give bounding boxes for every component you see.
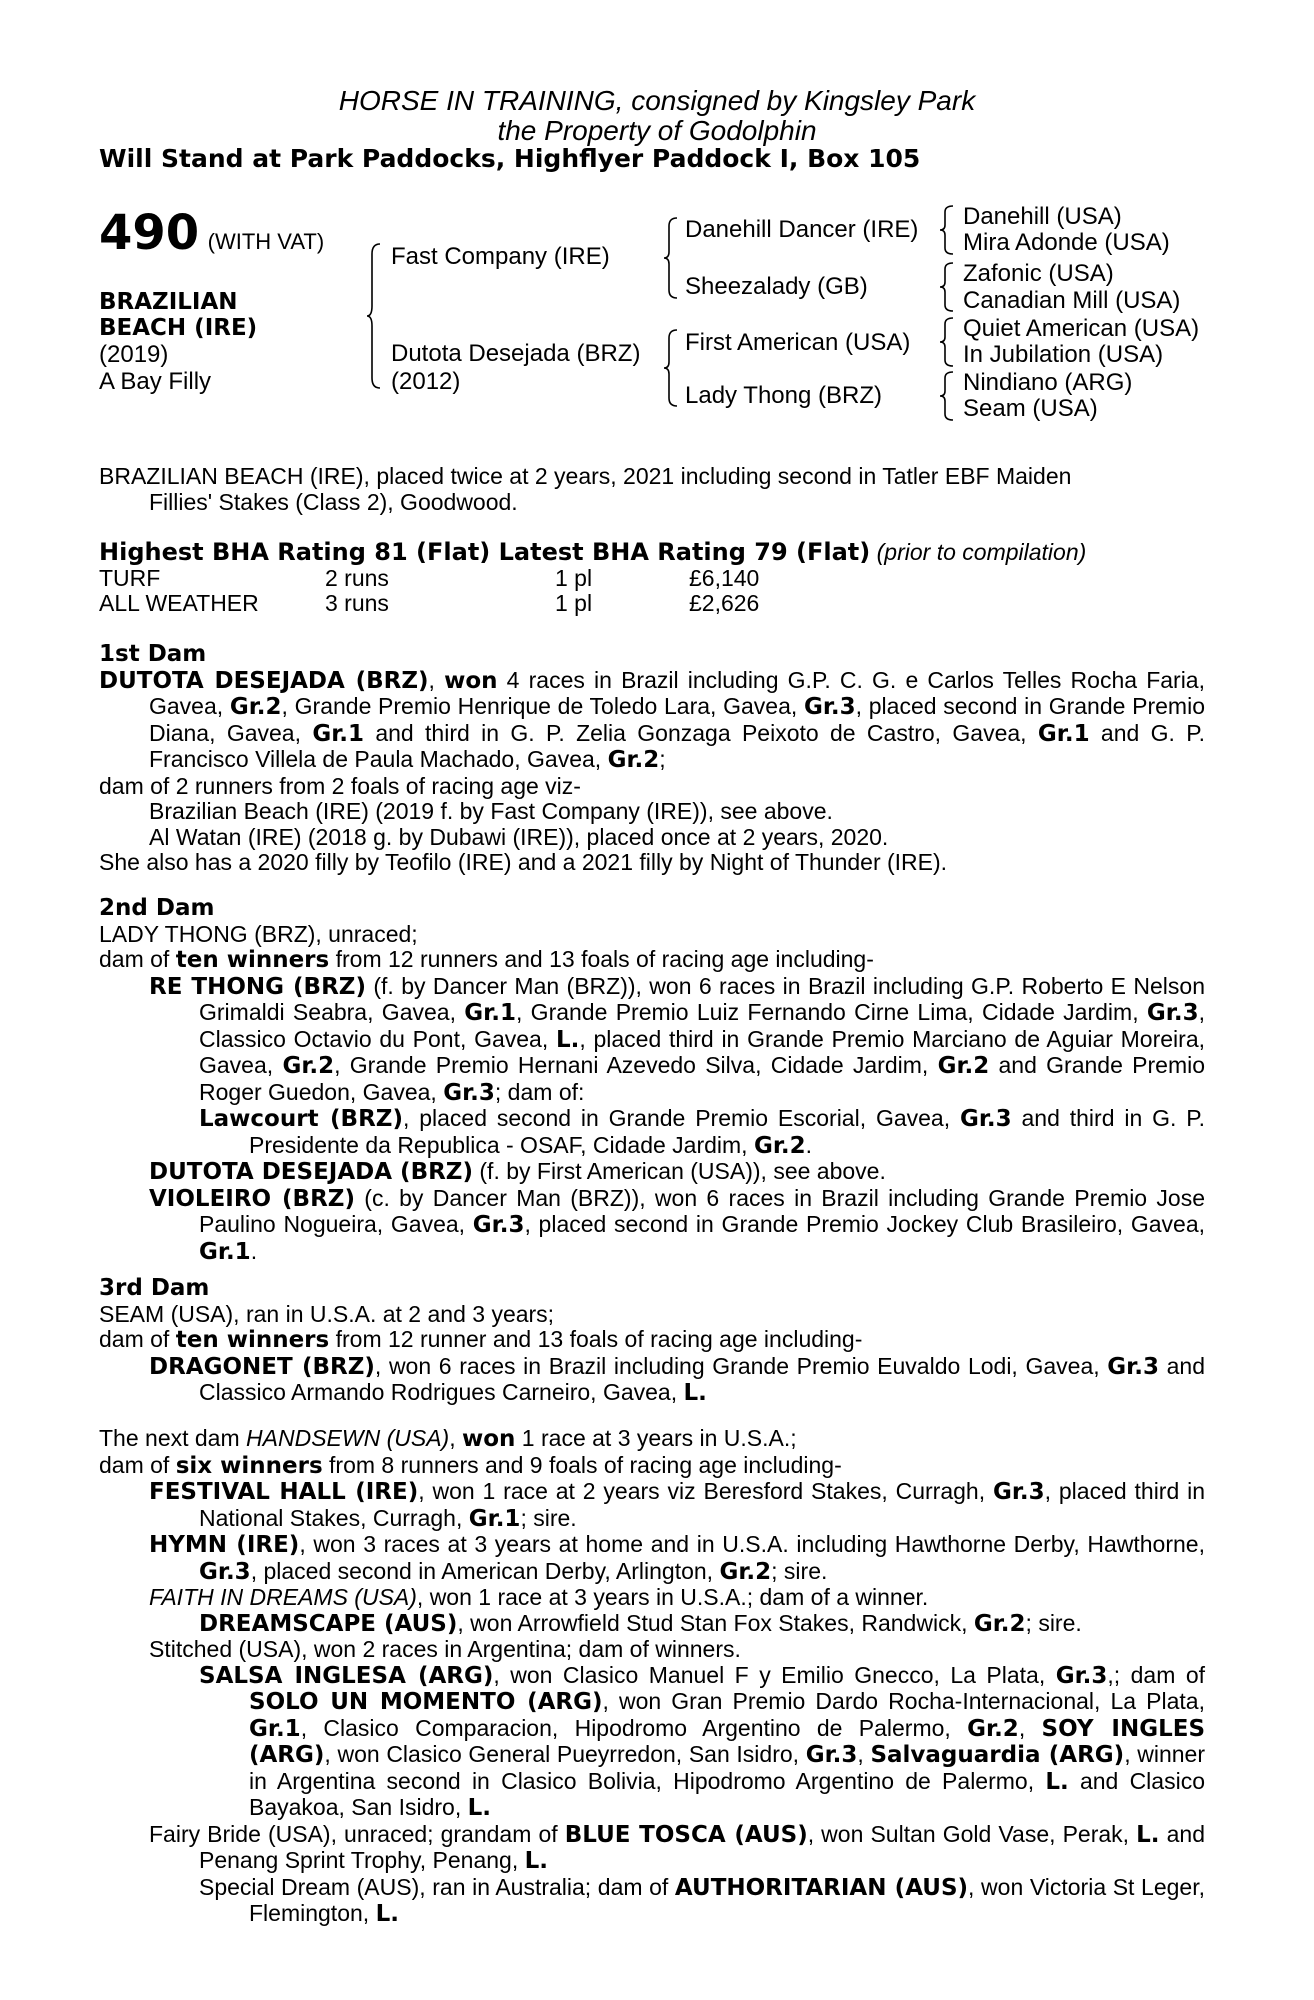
dam-line xyxy=(99,1426,1205,1453)
summary-line2: Fillies' Stakes (Class 2), Goodwood. xyxy=(149,488,518,515)
text: , won Victoria St Leger, Flemington, xyxy=(249,1873,1205,1926)
grade: L. xyxy=(683,1380,707,1406)
consignor-line: HORSE IN TRAINING, consigned by Kingsley Park xyxy=(338,85,976,116)
horse-name: SOLO UN MOMENTO (ARG) xyxy=(249,1689,603,1715)
text: and Clasico Bayakoa, San Isidro, xyxy=(249,1767,1205,1820)
summary-line1: BRAZILIAN BEACH (IRE), placed twice at 2 years, 2021 including second in Tatler EBF Maiden xyxy=(99,463,1072,489)
horse-name: VIOLEIRO (BRZ) xyxy=(149,1185,355,1212)
grade: Gr.3 xyxy=(805,1742,858,1768)
horse-name: HANDSEWN (USA) xyxy=(246,1425,450,1451)
dam-dam: Lady Thong (BRZ) xyxy=(685,382,882,409)
text: , placed second in Grande Premio Escorial, Gavea, xyxy=(402,1105,960,1131)
grade: Gr.3 xyxy=(1055,1662,1108,1689)
grade: Gr.3 xyxy=(959,1106,1012,1132)
progeny-entry xyxy=(99,1611,1205,1638)
text: (f. by First American (USA)), see above. xyxy=(473,1158,886,1184)
dam-year: (2012) xyxy=(391,368,461,395)
progeny-entry xyxy=(99,1186,1205,1266)
lot-number: 490 xyxy=(99,205,200,261)
gg-6: In Jubilation (USA) xyxy=(963,341,1164,368)
text: , winner in Argentina second in Clasico Bolivia, Hipodromo Argentino de Palermo, xyxy=(249,1741,1206,1794)
horse-name: SOY INGLES (ARG) xyxy=(249,1715,1206,1768)
grade: Gr.2 xyxy=(229,694,282,720)
text: , won Arrowfield Stud Stan Fox Stakes, Randwick, xyxy=(457,1609,974,1636)
gg-2: Mira Adonde (USA) xyxy=(963,229,1170,256)
dam-line: SEAM (USA), ran in U.S.A. at 2 and 3 years; xyxy=(99,1300,555,1327)
horse-description: A Bay Filly xyxy=(99,368,212,395)
text: and Grande Premio Roger Guedon, Gavea, xyxy=(199,1052,1206,1105)
text: , xyxy=(449,1425,462,1451)
horse-name: FESTIVAL HALL (IRE) xyxy=(149,1479,419,1505)
vat-label: (WITH VAT) xyxy=(207,229,325,254)
text: ; sire. xyxy=(771,1557,828,1584)
grade: Gr.2 xyxy=(719,1558,772,1585)
first-dam-section xyxy=(99,642,1205,876)
grade: L. xyxy=(467,1795,492,1821)
text: , won 1 race at 2 years viz Beresford Stakes, Curragh, xyxy=(418,1478,993,1504)
second-dam-section xyxy=(99,896,1205,1265)
ratings-block xyxy=(99,540,1205,617)
won-label: won xyxy=(444,667,498,694)
text: , xyxy=(1018,1714,1042,1741)
brace-g2 xyxy=(939,261,955,313)
text: , placed second in Grande Premio Jockey Club Brasileiro, Gavea, xyxy=(524,1211,1206,1237)
won-label: won xyxy=(461,1426,516,1452)
brace-g4 xyxy=(939,370,955,422)
progeny-entry: Stitched (USA), won 2 races in Argentina; dam of winners. xyxy=(149,1636,741,1662)
record-placed: 1 pl xyxy=(555,564,593,591)
winners-count: six winners xyxy=(175,1452,323,1479)
progeny-entry xyxy=(99,1106,1205,1159)
winners-count: ten winners xyxy=(175,1327,330,1353)
text: 1 race at 3 years in U.S.A.; xyxy=(515,1425,797,1451)
text: ; sire. xyxy=(1025,1609,1082,1636)
grade: Gr.2 xyxy=(607,747,660,773)
record-runs: 3 runs xyxy=(325,590,389,616)
gg-1: Danehill (USA) xyxy=(963,203,1122,230)
horse-name: DRAGONET (BRZ) xyxy=(149,1353,375,1380)
horse-name: SALSA INGLESA (ARG) xyxy=(199,1662,494,1689)
horse-name: BLUE TOSCA (AUS) xyxy=(564,1821,808,1848)
horse-name: FAITH IN DREAMS (USA) xyxy=(149,1584,417,1610)
text: dam of xyxy=(99,1451,176,1478)
grade: Gr.2 xyxy=(967,1715,1019,1742)
pedigree-brace-dam xyxy=(663,328,679,408)
grade: Gr.3 xyxy=(992,1479,1045,1505)
text: , Grande Premio Hernani Azevedo Silva, Cidade Jardim, xyxy=(334,1052,938,1078)
grade: Gr.3 xyxy=(1107,1353,1159,1380)
horse-name: Salvaguardia (ARG) xyxy=(870,1742,1125,1768)
horse-name-line2: BEACH (IRE) xyxy=(99,315,258,341)
record-runs: 2 runs xyxy=(325,564,389,591)
sire-dam: Sheezalady (GB) xyxy=(685,273,868,300)
sire-sire: Danehill Dancer (IRE) xyxy=(685,216,919,243)
text: , won Sultan Gold Vase, Perak, xyxy=(807,1820,1137,1847)
summary xyxy=(99,464,1205,515)
text: , Grande Premio Luiz Fernando Cirne Lima, Cidade Jardim, xyxy=(515,999,1147,1025)
text: , xyxy=(857,1741,871,1767)
ratings-line xyxy=(99,540,1205,566)
record-surface: TURF xyxy=(99,564,161,591)
grade: L. xyxy=(555,1026,580,1053)
horse-name: DUTOTA DESEJADA (BRZ) xyxy=(99,667,429,694)
gg-4: Canadian Mill (USA) xyxy=(963,287,1181,314)
text: and third in G. P. Zelia Gonzaga Peixoto de Castro, Gavea, xyxy=(364,719,1038,746)
record-earnings: £2,626 xyxy=(689,590,760,616)
dam: Dutota Desejada (BRZ) xyxy=(391,340,641,367)
grade: Gr.2 xyxy=(753,1132,806,1159)
gg-3: Zafonic (USA) xyxy=(963,260,1114,287)
text: from 8 runners and 9 foals of racing age including- xyxy=(322,1451,842,1478)
progeny-entry xyxy=(99,1479,1205,1532)
text: and Penang Sprint Trophy, Penang, xyxy=(199,1820,1205,1873)
text: ,; dam of xyxy=(1107,1661,1206,1688)
text: , Clasico Comparacion, Hipodromo Argentino de Palermo, xyxy=(300,1714,968,1741)
text: , won 3 races at 3 years at home and in U.S.A. including Hawthorne Derby, Hawthorne, xyxy=(299,1531,1205,1557)
progeny-entry xyxy=(99,1585,1205,1611)
grade: Gr.2 xyxy=(282,1053,335,1079)
next-dam-section xyxy=(99,1426,1205,1928)
grade: Gr.3 xyxy=(199,1558,251,1585)
grade: Gr.1 xyxy=(249,1715,301,1742)
grade: Gr.2 xyxy=(937,1053,990,1079)
text: Fairy Bride (USA), unraced; grandam of xyxy=(149,1820,565,1847)
horse-name: HYMN (IRE) xyxy=(149,1532,300,1558)
foal-line: Al Watan (IRE) (2018 g. by Dubawi (IRE)), placed once at 2 years, 2020. xyxy=(149,823,889,850)
text: (c. by Dancer Man (BRZ)), won 6 races in Brazil including Grande Premio Jose Paulino Nogueira, Gavea, xyxy=(199,1184,1205,1237)
grade: L. xyxy=(524,1848,549,1874)
produce-line xyxy=(99,1327,1205,1354)
ratings-bold: Highest BHA Rating 81 (Flat) Latest BHA Rating 79 (Flat) xyxy=(99,538,871,566)
text: , placed second in Grande Premio Diana, Gavea, xyxy=(149,693,1205,746)
also-line: She also has a 2020 filly by Teofilo (IRE) and a 2021 filly by Night of Thunder (IRE). xyxy=(99,849,948,875)
horse-name: AUTHORITARIAN (AUS) xyxy=(674,1874,969,1901)
text: and Classico Armando Rodrigues Carneiro, Gavea, xyxy=(199,1352,1205,1405)
grade: Gr.1 xyxy=(468,1505,521,1532)
text: and third in G. P. Presidente da Republica - OSAF, Cidade Jardim, xyxy=(249,1105,1205,1158)
progeny-entry xyxy=(99,974,1205,1107)
record-row xyxy=(99,566,1205,592)
grade: Gr.1 xyxy=(312,720,364,747)
grade: L. xyxy=(1136,1821,1160,1848)
horse-name: DUTOTA DESEJADA (BRZ) xyxy=(149,1159,473,1185)
grade: Gr.3 xyxy=(443,1079,495,1106)
text: ; xyxy=(659,746,666,772)
lot-number-block xyxy=(99,205,324,261)
pedigree-brace-sire xyxy=(663,216,679,300)
grade: Gr.1 xyxy=(464,1000,516,1026)
text: , won 1 race at 3 years in U.S.A.; dam of a winner. xyxy=(416,1584,929,1610)
grade: Gr.1 xyxy=(1037,720,1090,747)
grade: Gr.3 xyxy=(472,1212,525,1238)
text: from 12 runners and 13 foals of racing age including- xyxy=(329,946,874,972)
horse-name-line1: BRAZILIAN xyxy=(99,289,238,315)
grade: Gr.3 xyxy=(803,694,856,720)
stand-location: Will Stand at Park Paddocks, Highflyer Paddock I, Box 105 xyxy=(99,144,921,173)
progeny-entry xyxy=(99,1354,1205,1407)
text: Special Dream (AUS), ran in Australia; dam of xyxy=(199,1873,675,1900)
text: and G. P. Francisco Villela de Paula Machado, Gavea, xyxy=(149,719,1206,772)
sire: Fast Company (IRE) xyxy=(391,243,610,270)
record-placed: 1 pl xyxy=(555,590,593,616)
text: . xyxy=(250,1237,258,1264)
dam-sire: First American (USA) xyxy=(685,329,911,356)
horse-name: DREAMSCAPE (AUS) xyxy=(199,1610,458,1637)
progeny-entry xyxy=(99,1532,1205,1585)
grade: Gr.1 xyxy=(199,1238,251,1265)
text: The next dam xyxy=(99,1425,247,1451)
text: , won Clasico Manuel F y Emilio Gnecco, La Plata, xyxy=(493,1661,1056,1688)
text: , placed second in American Derby, Arlington, xyxy=(250,1557,720,1584)
progeny-entry xyxy=(99,1159,1205,1186)
grade: L. xyxy=(1045,1768,1069,1795)
text: from 12 runner and 13 foals of racing age including- xyxy=(329,1326,863,1352)
grade: Gr.3 xyxy=(1146,1000,1199,1026)
gg-5: Quiet American (USA) xyxy=(963,315,1200,342)
text: ; dam of: xyxy=(494,1078,585,1105)
gg-8: Seam (USA) xyxy=(963,395,1098,422)
pedigree-brace-main xyxy=(366,242,382,390)
produce-line: dam of 2 runners from 2 foals of racing age viz- xyxy=(99,772,581,799)
progeny-entry xyxy=(99,1822,1205,1875)
text: 4 races in Brazil including G.P. C. G. e Carlos Telles Rocha Faria, Gavea, xyxy=(149,666,1205,719)
text: , Classico Octavio du Pont, Gavea, xyxy=(199,999,1205,1052)
horse-name: RE THONG (BRZ) xyxy=(149,973,366,1000)
text: (f. by Dancer Man (BRZ)), won 6 races in Brazil including G.P. Roberto E Nelson Grimaldi Seabra, Gavea, xyxy=(199,972,1206,1025)
horse-year: (2019) xyxy=(99,341,169,368)
grade: L. xyxy=(375,1901,399,1927)
text: . xyxy=(805,1131,813,1158)
third-dam-section xyxy=(99,1276,1205,1407)
brace-g1 xyxy=(939,204,955,256)
section-heading: 3rd Dam xyxy=(99,1275,210,1301)
text: dam of xyxy=(99,1326,176,1352)
text: , won Clasico General Pueyrredon, San Isidro, xyxy=(324,1741,806,1767)
gg-7: Nindiano (ARG) xyxy=(963,369,1133,396)
progeny-entry xyxy=(99,1875,1205,1928)
produce-line xyxy=(99,947,1205,974)
record-surface: ALL WEATHER xyxy=(99,590,259,616)
grade: Gr.2 xyxy=(973,1610,1026,1637)
text: , placed third in National Stakes, Curragh, xyxy=(199,1478,1206,1531)
produce-line xyxy=(99,1453,1205,1480)
text: , won Gran Premio Dardo Rocha-Internacional, La Plata, xyxy=(602,1688,1205,1714)
text: , placed third in Grande Premio Marciano de Aguiar Moreira, Gavea, xyxy=(199,1025,1205,1078)
brace-g3 xyxy=(939,316,955,368)
winners-count: ten winners xyxy=(175,947,330,973)
property-line: the Property of Godolphin xyxy=(497,115,817,146)
record-earnings: £6,140 xyxy=(689,564,760,591)
section-heading: 1st Dam xyxy=(99,641,207,667)
ratings-note: (prior to compilation) xyxy=(876,539,1087,565)
section-heading: 2nd Dam xyxy=(99,895,215,921)
dam-line: LADY THONG (BRZ), unraced; xyxy=(99,920,418,947)
text: ; sire. xyxy=(520,1504,577,1531)
text: , won 6 races in Brazil including Grande Premio Euvaldo Lodi, Gavea, xyxy=(374,1352,1108,1379)
text: , Grande Premio Henrique de Toledo Lara, Gavea, xyxy=(281,693,804,719)
first-dam-record: DUTOTA DESEJADA (BRZ), won 4 races in Brazil including G.P. C. G. e Carlos Telles Rocha Faria, Gavea, Gr.2, Grande Premio Henrique de Toledo Lara, Gavea, Gr.3, placed second in Grande Premio Diana, Gavea, Gr.1 and third in G. P. Zelia Gonzaga Peixoto de Castro, Gavea, Gr.1 and G. P. Francisco Villela de Paula Machado, Gavea, Gr.2; xyxy=(99,666,1206,773)
record-row xyxy=(99,591,1205,617)
text: dam of xyxy=(99,946,176,972)
foal-line: Brazilian Beach (IRE) (2019 f. by Fast Company (IRE)), see above. xyxy=(149,798,833,824)
horse-name: Lawcourt (BRZ) xyxy=(199,1106,403,1132)
progeny-entry xyxy=(99,1663,1205,1822)
